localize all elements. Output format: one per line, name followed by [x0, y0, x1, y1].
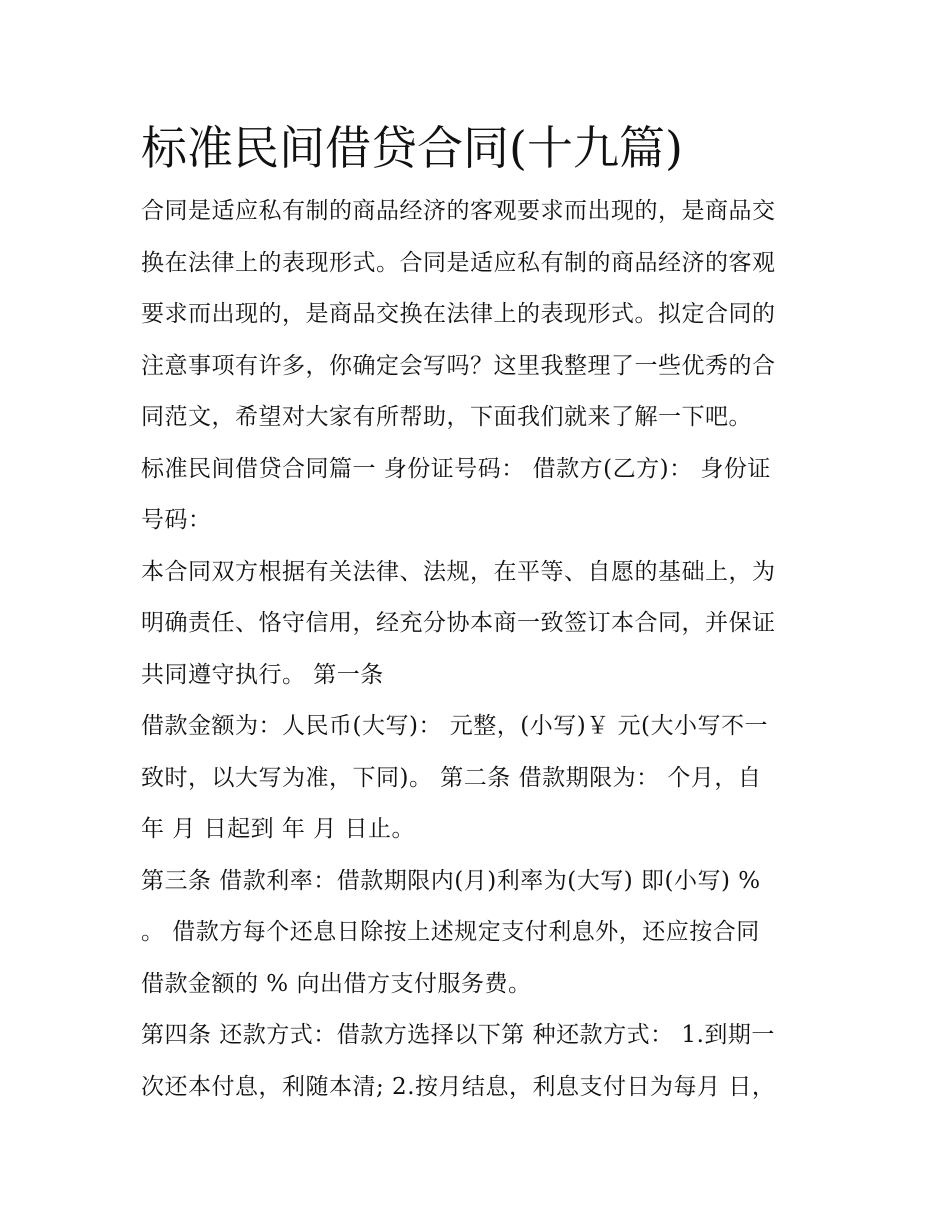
- paragraph-interest-rate: 第三条 借款利率：借款期限内(月)利率为(大写) 即(小写) % 。 借款方每个还息日除按上述规定支付利息外，还应按合同 借款金额的 % 向出借方支付服务费。: [141, 867, 761, 997]
- paragraph-contract-1-header: 标准民间借贷合同篇一 身份证号码： 借款方(乙方)： 身份证 号码：: [141, 455, 771, 533]
- paragraph-repayment: 第四条 还款方式：借款方选择以下第 种还款方式： 1.到期一 次还本付息，利随本清; 2.按月结息，利息支付日为每月 日，: [141, 1022, 776, 1100]
- paragraph-loan-amount: 借款金额为：人民币(大写)： 元整，(小写)￥ 元(大小写不一 致时，以大写为准，下同)。 第二条 借款期限为： 个月，自 年 月 日起到 年 月 日止。: [141, 713, 768, 842]
- paragraph-intro: 合同是适应私有制的商品经济的客观要求而出现的，是商品交 换在法律上的表现形式。合同是适应私有制的商品经济的客观 要求而出现的，是商品交换在法律上的表现形式。拟定合同的 注意事项有许多，你确定会写吗？这里我整理了一些优秀的合 同范文，希望对大家有所帮助，下面我们就来了解一下吧。: [141, 198, 776, 430]
- document-body: [141, 112, 816, 1113]
- paragraph-preamble: 本合同双方根据有关法律、法规，在平等、自愿的基础上，为 明确责任、恪守信用，经充分协本商一致签订本合同，并保证 共同遵守执行。 第一条: [141, 558, 776, 688]
- document-title: 标准民间借贷合同(十九篇): [141, 121, 683, 175]
